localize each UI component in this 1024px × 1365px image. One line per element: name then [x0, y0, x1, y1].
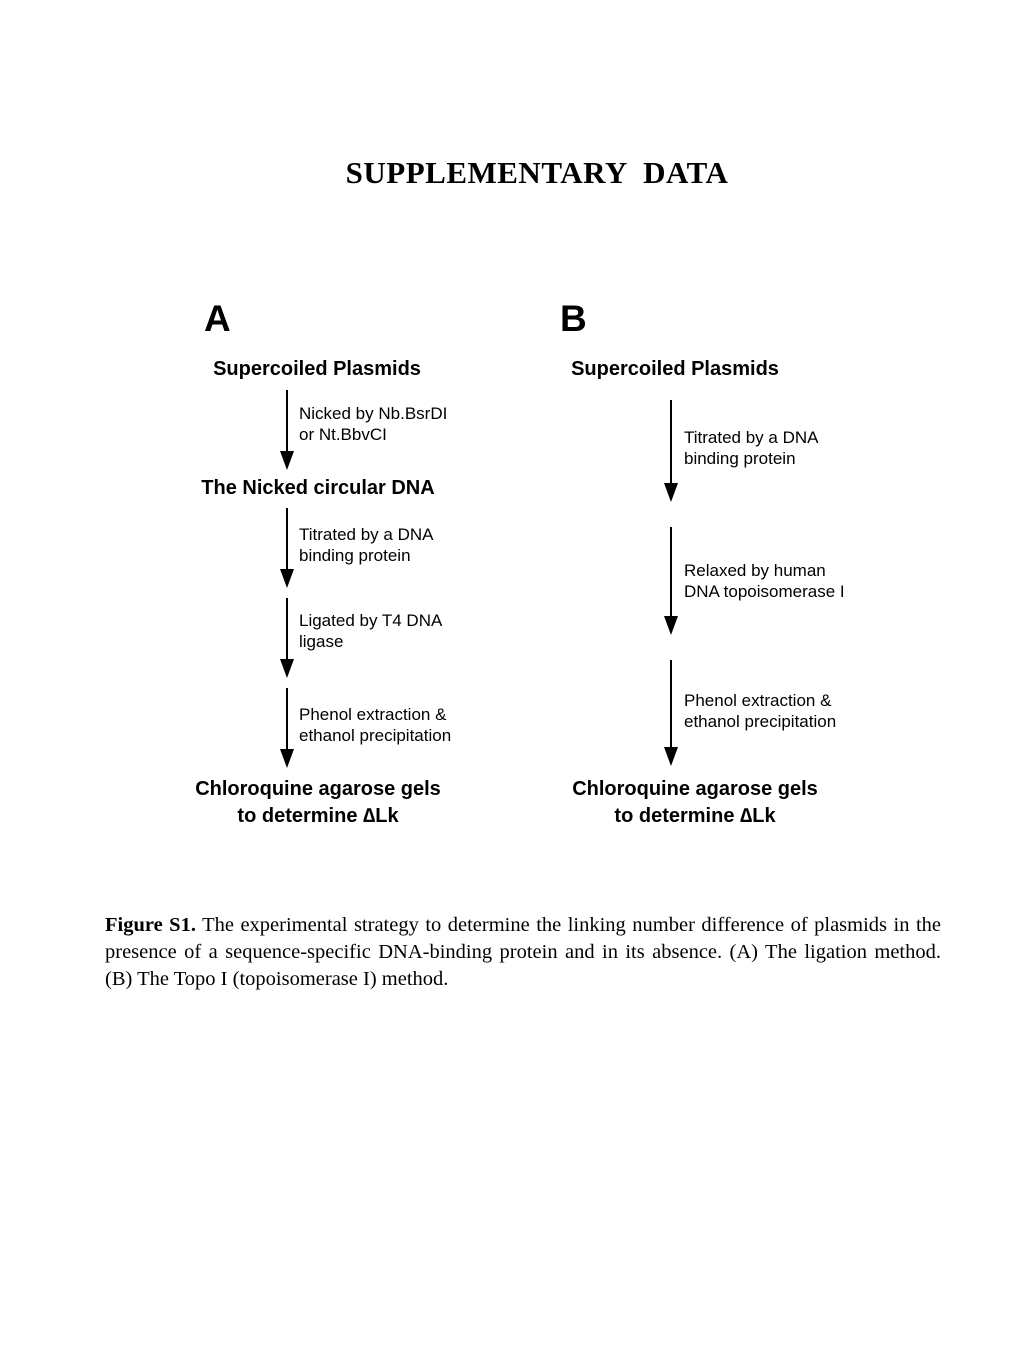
figure-caption	[105, 912, 941, 993]
panel-a-arrow-2	[280, 508, 294, 588]
panel-a-arrow-1	[280, 390, 294, 470]
panel-b-step-1-label: Titrated by a DNA binding protein	[684, 428, 819, 468]
panel-a-step-1-label: Nicked by Nb.BsrDI or Nt.BbvCI	[299, 404, 448, 444]
figure-caption-label: Figure S1.	[105, 914, 196, 936]
panel-b-arrow-1	[664, 400, 678, 502]
panel-a-arrow-3	[280, 598, 294, 678]
panel-a-end-line-1: Chloroquine agarose gels	[195, 778, 441, 800]
panel-a-intermediate-node: The Nicked circular DNA	[201, 477, 435, 499]
figure-caption-text: The experimental strategy to determine the linking number difference of plasmids in the presence of a sequence-specific DNA-binding protein and in its absence. (A) The ligation method. (B) The Topo I (topoisomerase I) method.	[105, 914, 941, 990]
panel-b-arrow-3	[664, 660, 678, 766]
panel-b-end-node	[535, 776, 855, 830]
panel-a-step-2-label: Titrated by a DNA binding protein	[299, 525, 434, 565]
panel-b-step-2-label: Relaxed by human DNA topoisomerase I	[684, 561, 845, 601]
panel-a-end-node	[158, 776, 478, 830]
panel-b-arrow-2	[664, 527, 678, 635]
panel-a-arrow-4	[280, 688, 294, 768]
panel-b-end-line-2: to determine ∆Lk	[614, 805, 776, 827]
panel-b-end-line-1: Chloroquine agarose gels	[572, 778, 818, 800]
panel-a-step-4-label: Phenol extraction & ethanol precipitation	[299, 705, 452, 745]
panel-a-end-line-2: to determine ∆Lk	[237, 805, 399, 827]
panel-b-start-node: Supercoiled Plasmids	[571, 358, 779, 380]
panel-a-start-node: Supercoiled Plasmids	[213, 358, 421, 380]
panel-a-step-3-label: Ligated by T4 DNA ligase	[299, 611, 443, 651]
panel-b-label: B	[560, 298, 587, 339]
panel-a-label: A	[204, 298, 231, 339]
page-title: SUPPLEMENTARY DATA	[345, 155, 729, 190]
panel-b-step-3-label: Phenol extraction & ethanol precipitation	[684, 691, 837, 731]
